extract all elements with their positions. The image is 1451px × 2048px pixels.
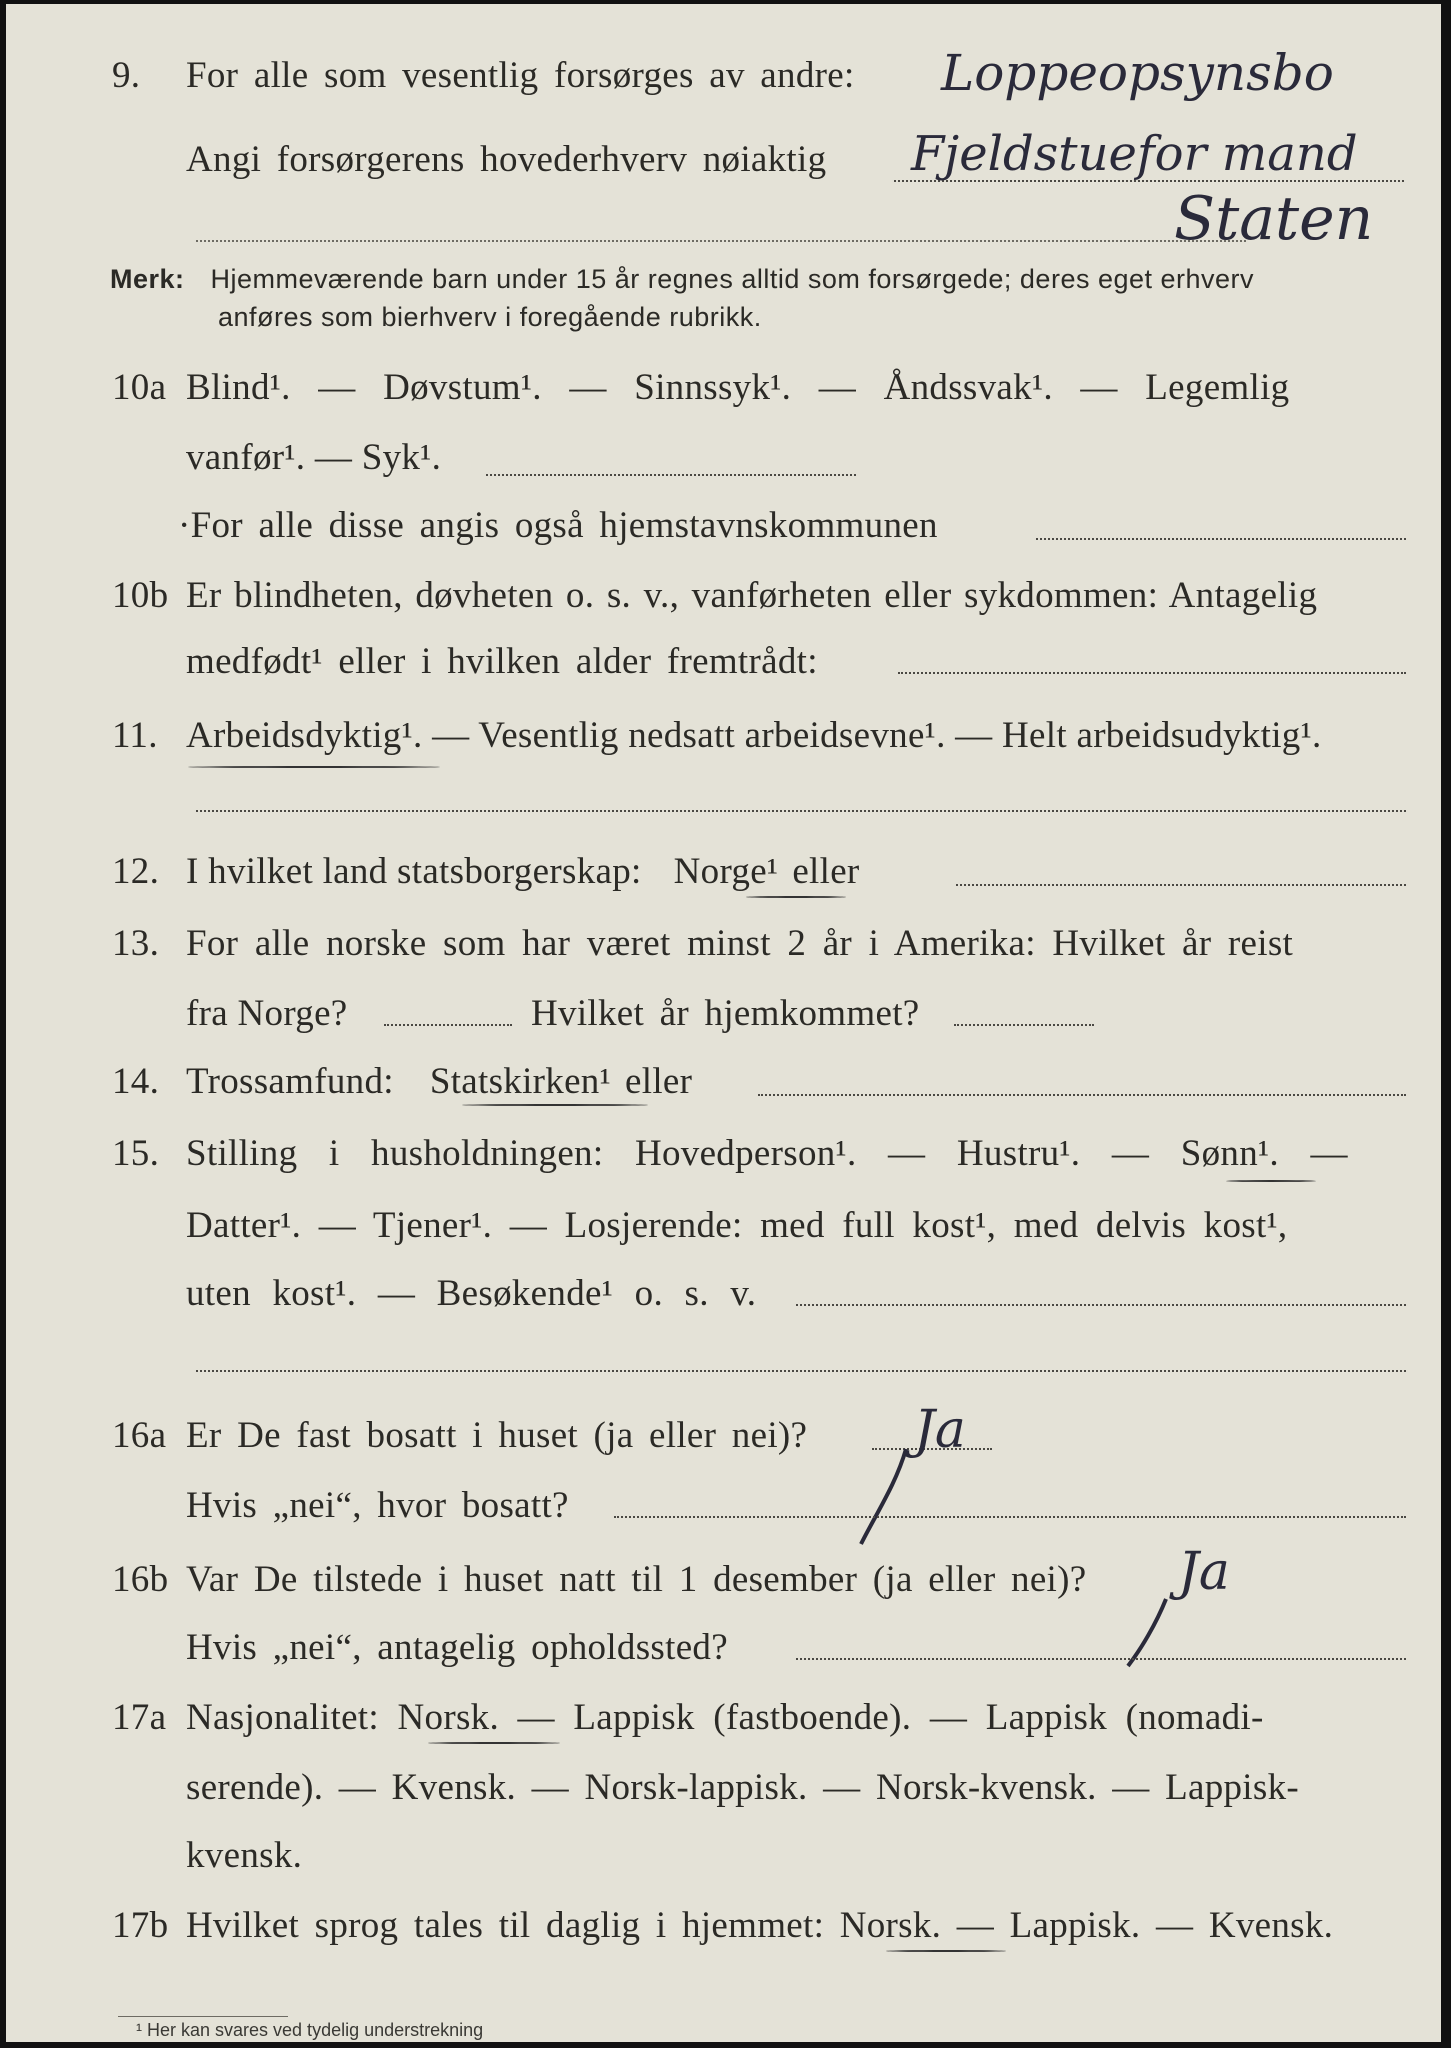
- merk-line-2: anføres som bierhverv i foregående rubrikk.: [218, 302, 762, 332]
- q17a-number: 17a: [112, 1697, 167, 1738]
- q17a-underline: [428, 1742, 560, 1744]
- q16b-number: 16b: [112, 1559, 169, 1600]
- q12-label: I hvilket land statsborgerskap:: [186, 851, 642, 892]
- q17b-underline: [886, 1950, 1006, 1952]
- q12-suffix: eller: [792, 851, 860, 892]
- q12-text: [186, 850, 874, 893]
- q17b-number: 17b: [112, 1905, 169, 1946]
- q15-number: 15.: [112, 1133, 160, 1174]
- q9-answer-1: Loppeopsynsbo: [941, 44, 1334, 102]
- q15-line-1: Stilling i husholdningen: Hovedperson¹. — Hustru¹. — Sønn¹. —: [186, 1133, 1348, 1174]
- q13-number: 13.: [112, 923, 160, 964]
- q16a-number: 16a: [112, 1415, 167, 1456]
- q16b-dash-mark: [1116, 1594, 1196, 1674]
- q17a-line-3: kvensk.: [186, 1835, 303, 1876]
- merk-line-1: Hjemmeværende barn under 15 år regnes alltid som forsørgede; deres eget erhverv: [210, 264, 1255, 294]
- q16a-dash-mark: [846, 1444, 936, 1554]
- census-form-page: [6, 4, 1441, 2042]
- q10a-answer-line-2: [486, 474, 856, 476]
- q15-answer-line-2: [196, 1370, 1406, 1372]
- footnote: ¹ Her kan svares ved tydelig understrekning: [136, 2020, 484, 2040]
- merk-label: Merk:: [110, 264, 185, 294]
- q16b-line-1: Var De tilstede i huset natt til 1 desember (ja eller nei)?: [186, 1559, 1087, 1600]
- q10a-number: 10a: [112, 367, 167, 408]
- q14-option: Statskirken¹: [429, 1061, 612, 1102]
- q14-suffix: eller: [625, 1061, 693, 1102]
- q11-underline: [188, 766, 440, 768]
- q12-underline: [746, 896, 846, 898]
- q10a-answer-line-3: [1036, 538, 1406, 540]
- q14-underline: [462, 1104, 648, 1106]
- q17a-line-1: Nasjonalitet: Norsk. — Lappisk (fastboende). — Lappisk (nomadi-: [186, 1697, 1264, 1738]
- q10a-line-1: Blind¹. — Døvstum¹. — Sinnssyk¹. — Åndssvak¹. — Legemlig: [186, 367, 1290, 408]
- q14-text: [186, 1060, 706, 1103]
- q11-number: 11.: [112, 715, 158, 756]
- q10a-line-2: vanfør¹. — Syk¹.: [186, 437, 442, 478]
- footnote-rule: [118, 2016, 288, 2017]
- q15-line-3: uten kost¹. — Besøkende¹ o. s. v.: [186, 1273, 757, 1314]
- q13-line-2b: Hvilket år hjemkommet?: [531, 993, 920, 1034]
- q17a-line-2: serende). — Kvensk. — Norsk-lappisk. — Norsk-kvensk. — Lappisk-: [186, 1767, 1299, 1808]
- q10b-answer-line: [898, 672, 1406, 674]
- q13-line-2a: fra Norge?: [186, 993, 348, 1034]
- q9-line-1: For alle som vesentlig forsørges av andre:: [186, 55, 855, 96]
- q16b-answer-line: [796, 1658, 1406, 1660]
- q15-underline: [1226, 1180, 1316, 1182]
- q14-number: 14.: [112, 1061, 160, 1102]
- q10b-line-1: Er blindheten, døvheten o. s. v., vanførheten eller sykdommen: Antagelig: [186, 575, 1318, 616]
- merk-row-1: [110, 264, 1254, 295]
- q13-line-1: For alle norske som har været minst 2 år i Amerika: Hvilket år reist: [186, 923, 1294, 964]
- q9-line-2: Angi forsørgerens hovederhverv nøiaktig: [186, 139, 827, 180]
- q14-answer-line: [758, 1094, 1406, 1096]
- q15-answer-line-1: [796, 1304, 1406, 1306]
- q11-line-1: Arbeidsdyktig¹. — Vesentlig nedsatt arbeidsevne¹. — Helt arbeidsudyktig¹.: [186, 715, 1322, 756]
- q14-label: Trossamfund:: [186, 1061, 394, 1102]
- q9-answer-line-3: [196, 240, 1246, 242]
- q13-answer-line-2: [954, 1024, 1094, 1026]
- q16a-line-2: Hvis „nei“, hvor bosatt?: [186, 1485, 569, 1526]
- q13-answer-line-1: [384, 1024, 512, 1026]
- q10b-line-2: medfødt¹ eller i hvilken alder fremtrådt:: [186, 641, 818, 682]
- q12-option: Norge¹: [673, 851, 779, 892]
- q17b-line-1: Hvilket sprog tales til daglig i hjemmet: Norsk. — Lappisk. — Kvensk.: [186, 1905, 1334, 1946]
- q9-answer-2: Fjeldstuefor mand: [911, 126, 1358, 182]
- q15-line-2: Datter¹. — Tjener¹. — Losjerende: med full kost¹, med delvis kost¹,: [186, 1205, 1288, 1246]
- q11-answer-line: [196, 810, 1406, 812]
- q9-answer-3: Staten: [1174, 184, 1374, 254]
- q16a-answer-line-2: [614, 1516, 1406, 1518]
- q16b-line-2: Hvis „nei“, antagelig opholdssted?: [186, 1627, 728, 1668]
- q16b-answer: Ja: [1178, 1542, 1230, 1602]
- q9-number: 9.: [112, 55, 141, 96]
- q12-number: 12.: [112, 851, 160, 892]
- q12-answer-line: [956, 884, 1406, 886]
- q10b-number: 10b: [112, 575, 169, 616]
- q10a-line-3: ·For alle disse angis også hjemstavnskommunen: [178, 505, 938, 546]
- q16a-answer: Ja: [914, 1400, 966, 1460]
- q16a-line-1: Er De fast bosatt i huset (ja eller nei)?: [186, 1415, 808, 1456]
